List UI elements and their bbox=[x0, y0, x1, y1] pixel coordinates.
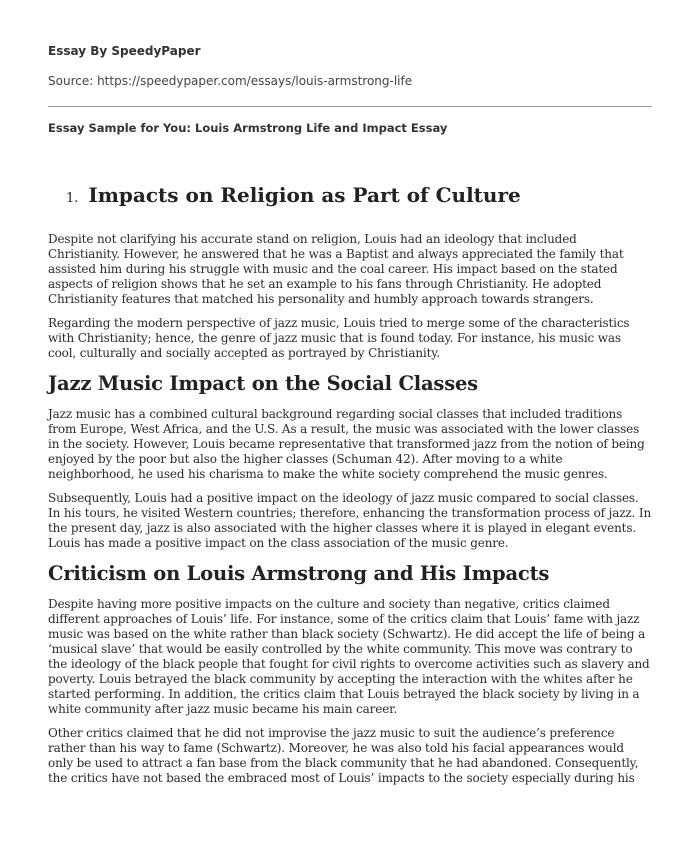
essay-sample-title: Essay Sample for You: Louis Armstrong Life and Impact Essay bbox=[48, 121, 448, 135]
brand-title: Essay By SpeedyPaper bbox=[48, 44, 201, 58]
paragraph: Despite having more positive impacts on the culture and society than negative, critics claimed different approaches of Louis’ life. For instance, some of the critics claim that Louis’ fame with jazz music was based on the white rather than black society (Schwartz). He did accept the life of being a ‘musical slave’ that would be easily controlled by the white community. This move was contrary to the ideology of the black people that fought for civil rights to overcome activities such as slavery and poverty. Louis betrayed the black community by accepting the interaction with the whites after he started performing. In addition, the critics claim that Louis betrayed the black society by living in a white community after jazz music became his main career. bbox=[48, 597, 650, 716]
essay-body bbox=[48, 232, 652, 795]
header-divider bbox=[48, 106, 652, 107]
paragraph: Subsequently, Louis had a positive impact on the ideology of jazz music compared to social classes. In his tours, he visited Western countries; therefore, enhancing the transformation process of jazz. In the present day, jazz is also associated with the higher classes where it is played in elegant events. Louis has made a positive impact on the class association of the music genre. bbox=[48, 491, 652, 550]
paragraph: Regarding the modern perspective of jazz music, Louis tried to merge some of the characteristics with Christianity; hence, the genre of jazz music that is found today. For instance, his music was cool, culturally and socially accepted as portrayed by Christianity. bbox=[48, 316, 630, 360]
section-number: 1. bbox=[66, 191, 79, 206]
paragraph: Other critics claimed that he did not improvise the jazz music to suit the audience’s preference rather than his way to fame (Schwartz). Moreover, he was also told his facial appearances would only be used to attract a fan base from the black community that he had abandoned. Consequently, the critics have not based the embraced most of Louis’ impacts to the society especially during his bbox=[48, 726, 639, 785]
section-heading-social-classes: Jazz Music Impact on the Social Classes bbox=[48, 372, 478, 395]
section-heading-religion bbox=[66, 183, 521, 207]
section-title: Impacts on Religion as Part of Culture bbox=[88, 183, 521, 207]
paragraph: Despite not clarifying his accurate stand on religion, Louis had an ideology that included Christianity. However, he answered that he was a Baptist and always appreciated the family that assisted him during his struggle with music and the coal career. His impact based on the stated aspects of religion shows that he set an example to his fans through Christianity. He adopted Christianity features that matched his personality and humbly approach towards strangers. bbox=[48, 232, 624, 306]
paragraph: Jazz music has a combined cultural background regarding social classes that included traditions from Europe, West Africa, and the U.S. As a result, the music was associated with the lower classes in the society. However, Louis became representative that transformed jazz from the notion of being enjoyed by the poor but also the higher classes (Schuman 42). After moving to a white neighborhood, he used his charisma to make the white society comprehend the music genres. bbox=[48, 407, 645, 481]
section-heading-criticism: Criticism on Louis Armstrong and His Impacts bbox=[48, 562, 550, 585]
source-line: Source: https://speedypaper.com/essays/louis-armstrong-life bbox=[48, 74, 413, 88]
